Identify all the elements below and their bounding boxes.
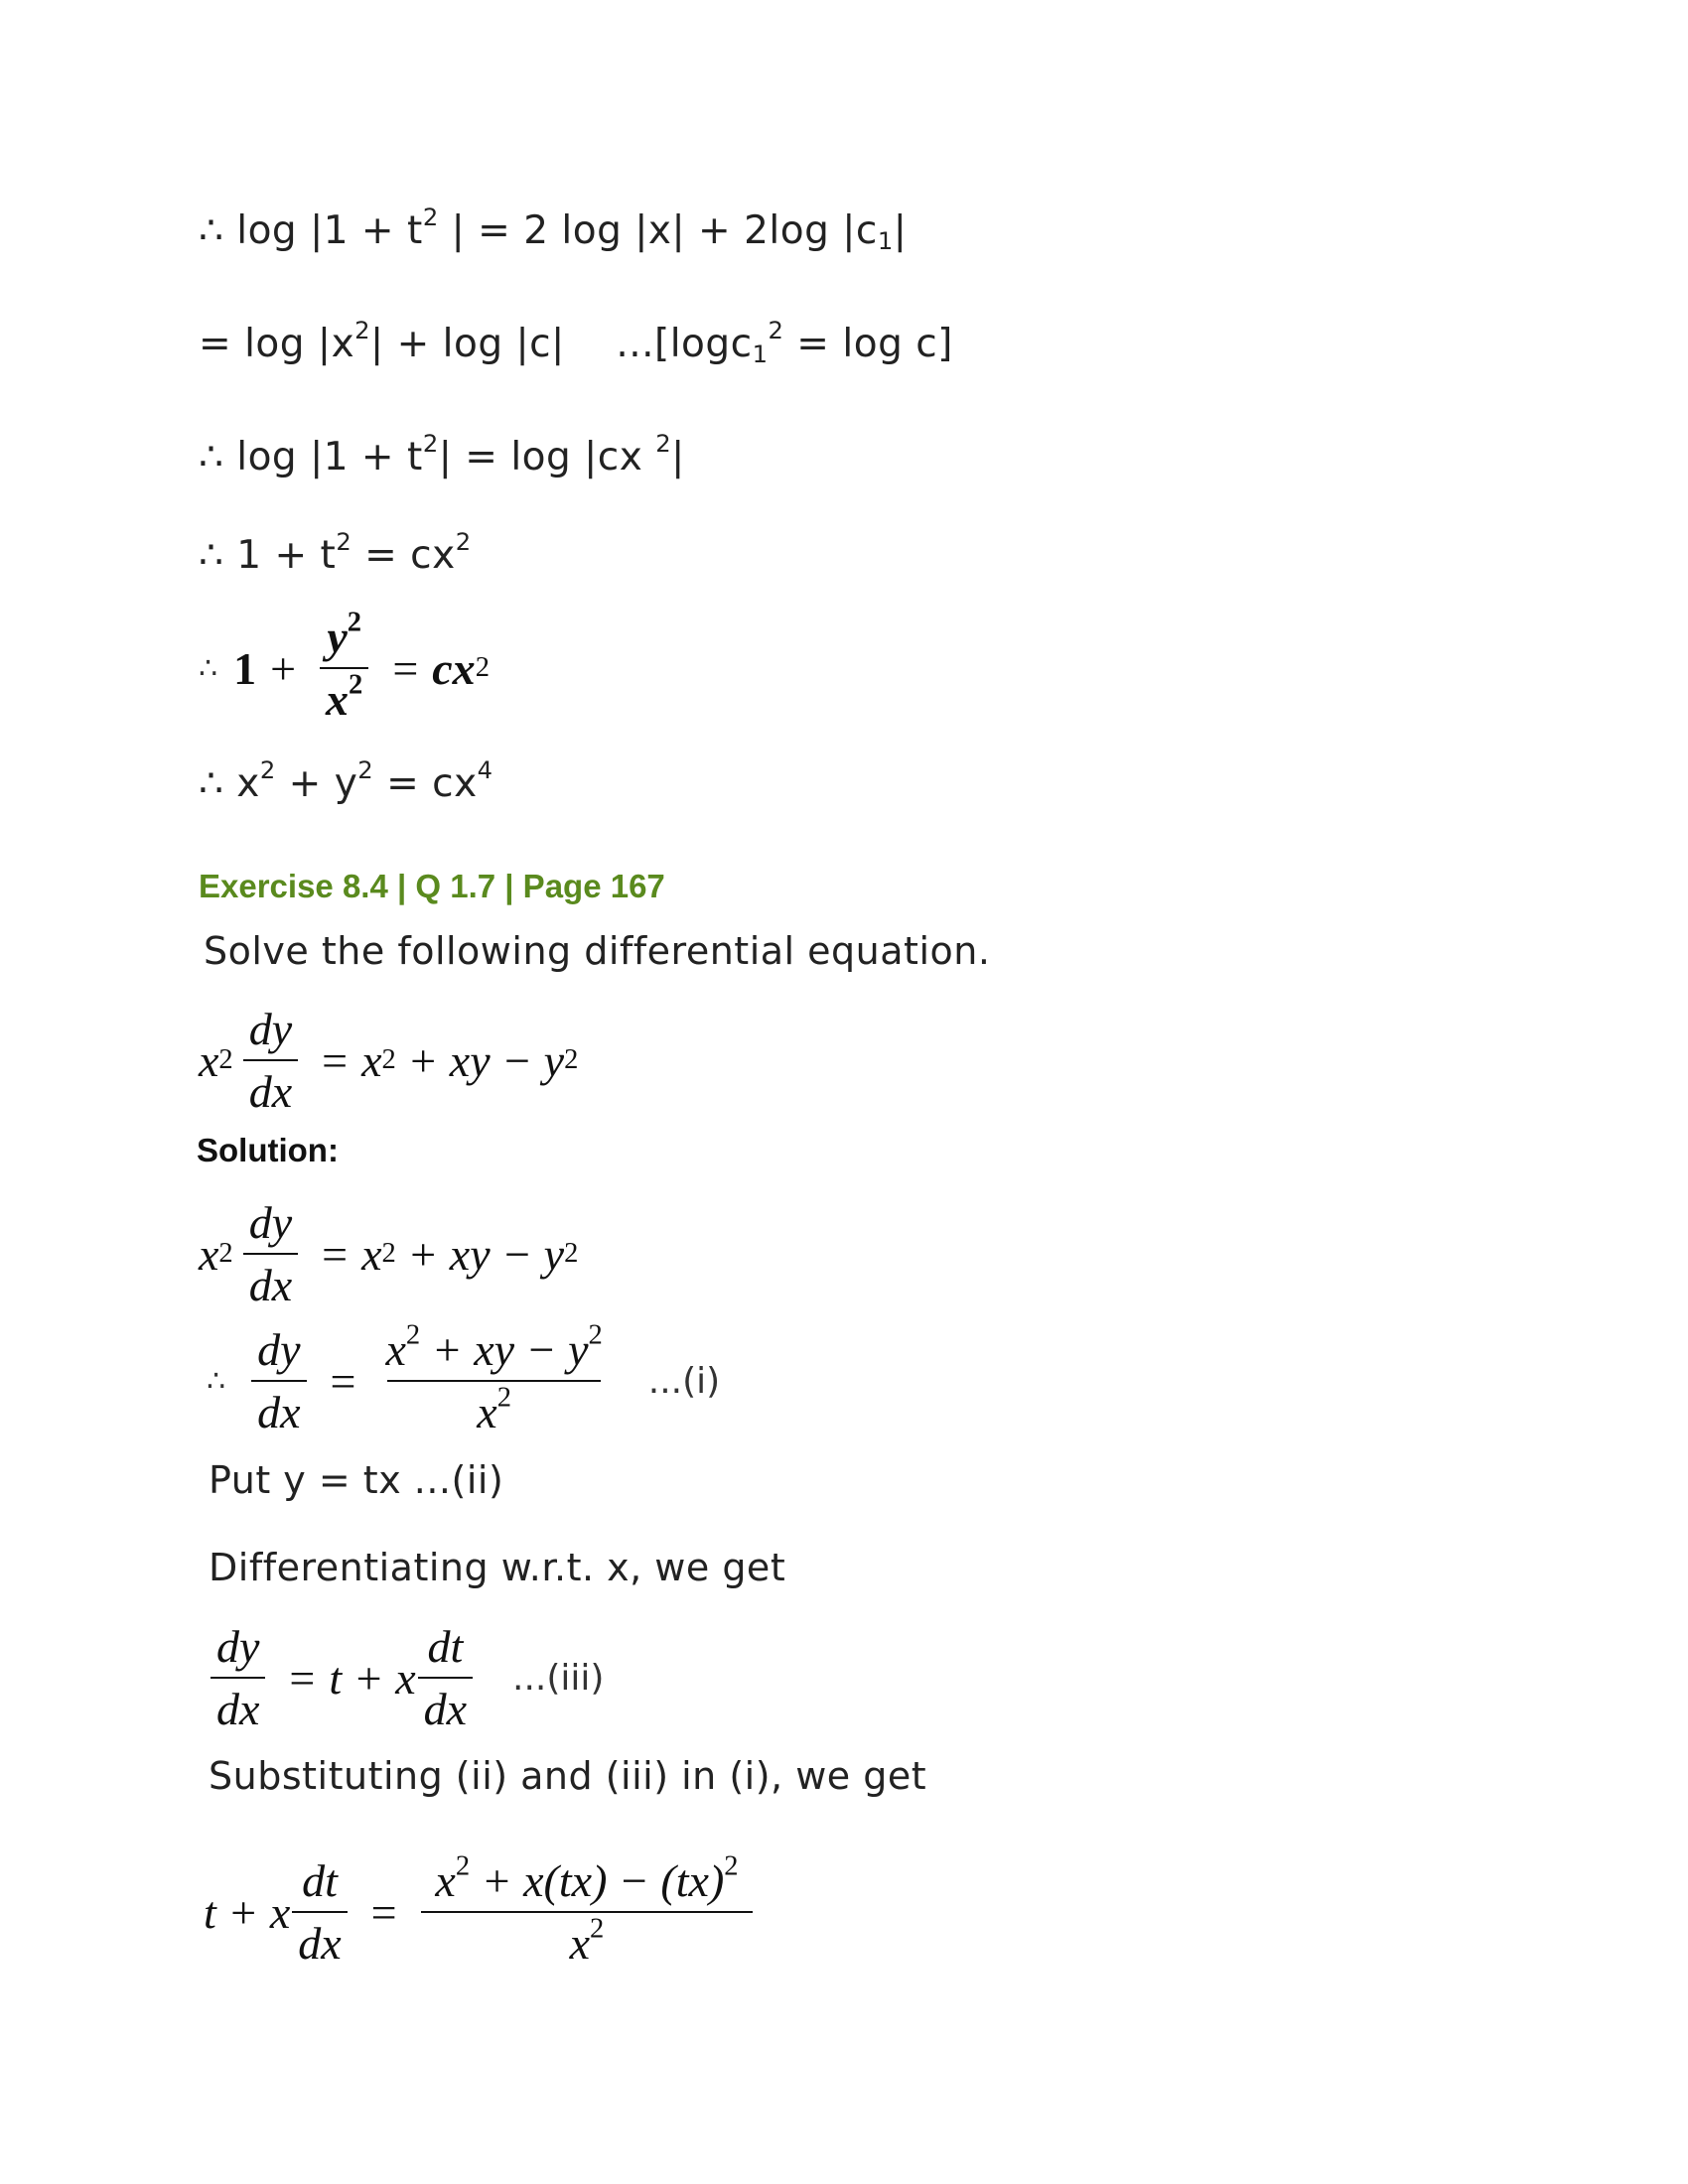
fraction: $\frac{dt}{dx}$ <box>418 1620 473 1735</box>
fraction: $\frac{y^2}{x^2}$ <box>320 611 368 726</box>
put-substitution-text: Put y = tx ...(ii) <box>209 1458 504 1502</box>
solution-label: Solution: <box>197 1132 339 1168</box>
differentiating-text: Differentiating w.r.t. x, we get <box>209 1546 786 1589</box>
fraction: $\frac{dy}{dx}$ <box>243 1196 298 1311</box>
fraction: $\frac{x^2 + xy - y^2}{x^2}$ <box>385 1319 603 1437</box>
fraction: $\frac{dt}{dx}$ <box>292 1854 347 1970</box>
equation-tag: ...(iii) <box>512 1657 605 1699</box>
solution-equation-3: $\frac{dy}{dx}$ = t + x $\frac{dt}{dx}$ ...(iii) <box>211 1620 604 1735</box>
therefore-symbol: ∴ <box>199 435 224 479</box>
step-log-equation: ∴ $\log |1 + t^2$ | = 2 log |x| + 2log $|c_1|$ <box>199 203 908 256</box>
step-substitute-back: ∴ 1 + $\frac{y^2}{x^2}$ = cx 2 <box>199 607 490 725</box>
solution-equation-4: t + x $\frac{dt}{dx}$ = $\frac{x^2 + x(tx) - (tx)^2}{x^2}$ <box>204 1854 763 1970</box>
equation-tag: ...(i) <box>647 1360 721 1402</box>
therefore-symbol: ∴ <box>207 1363 226 1399</box>
question-equation: x 2 $\frac{dy}{dx}$ = x 2 + xy − y 2 <box>199 1004 579 1117</box>
step-log-equal: ∴ $\log |1 + t^2| = \log |cx$ $^2$| <box>199 429 685 479</box>
step-log-combine: = $\log |x^2| + \log |c|$ ...[logc$_1^2$ = log c] <box>199 316 953 369</box>
therefore-symbol: ∴ <box>199 208 224 253</box>
therefore-symbol: ∴ <box>199 533 224 578</box>
therefore-symbol: ∴ <box>199 761 224 806</box>
therefore-symbol: ∴ <box>199 650 218 686</box>
fraction: $\frac{dy}{dx}$ <box>243 1003 298 1118</box>
solution-equation-2: ∴ $\frac{dy}{dx}$ = $\frac{x^2 + xy - y^2}{x^2}$ ...(i) <box>207 1319 721 1437</box>
fraction: $\frac{x^2 + x(tx) - (tx)^2}{x^2}$ <box>421 1854 754 1970</box>
step-remove-log: ∴ $1 + t^2 = cx^2$ <box>199 527 472 578</box>
exercise-header: Exercise 8.4 | Q 1.7 | Page 167 <box>199 868 665 904</box>
solution-equation-1: x 2 $\frac{dy}{dx}$ = x 2 + xy − y 2 <box>199 1197 579 1310</box>
step-final-result: ∴ $x^2 + y^2 = cx^4$ <box>199 755 493 806</box>
fraction: $\frac{dy}{dx}$ <box>251 1323 306 1438</box>
question-text: Solve the following differential equation. <box>204 929 991 973</box>
fraction: $\frac{dy}{dx}$ <box>211 1620 265 1735</box>
substituting-text: Substituting (ii) and (iii) in (i), we get <box>209 1754 927 1798</box>
